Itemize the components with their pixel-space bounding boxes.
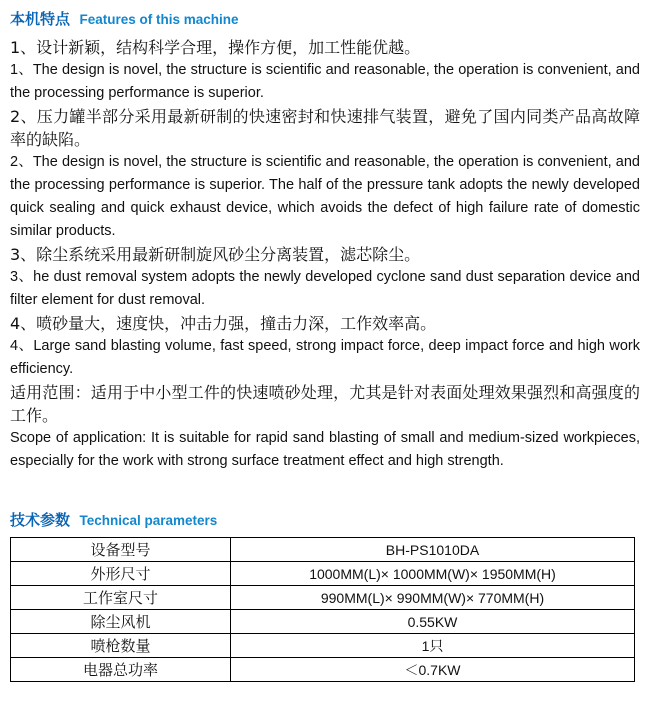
technical-parameters-heading-en: Technical parameters	[79, 513, 218, 528]
param-label-cell: 外形尺寸	[11, 562, 231, 586]
feature-paragraph-zh-2: 2、压力罐半部分采用最新研制的快速密封和快速排气装置，避免了国内同类产品高故障率的缺陷。	[10, 107, 640, 149]
param-value-cell: ＜0.7KW	[231, 658, 635, 682]
param-value-cell: 1只	[231, 634, 635, 658]
feature-paragraph-en-4: 4、Large sand blasting volume, fast speed, strong impact force, deep impact force and high work efficiency.	[10, 338, 640, 377]
feature-paragraph-en-3: 3、he dust removal system adopts the newly developed cyclone sand dust separation device and filter element for dust removal.	[10, 269, 640, 308]
param-label-cell: 设备型号	[11, 538, 231, 562]
param-label-cell: 喷枪数量	[11, 634, 231, 658]
table-row-total-power	[11, 658, 635, 682]
feature-paragraph-zh-1: 1、设计新颖，结构科学合理，操作方便，加工性能优越。	[10, 38, 421, 57]
table-row-gun-count	[11, 634, 635, 658]
technical-parameters-table	[10, 537, 635, 682]
features-section-heading	[10, 8, 640, 29]
param-value-cell: 990MM(L)× 990MM(W)× 770MM(H)	[231, 586, 635, 610]
scope-paragraph-zh: 适用范围：适用于中小型工件的快速喷砂处理，尤其是针对表面处理效果强烈和高强度的工作。	[10, 383, 640, 425]
scope-paragraph-en: Scope of application: It is suitable for rapid sand blasting of small and medium-sized workpieces, especially for the work with strong surface treatment effect and high strength.	[10, 430, 640, 469]
table-row-overall-size	[11, 562, 635, 586]
table-row-model	[11, 538, 635, 562]
param-label-cell: 除尘风机	[11, 610, 231, 634]
param-value-cell: 1000MM(L)× 1000MM(W)× 1950MM(H)	[231, 562, 635, 586]
param-value-cell: BH-PS1010DA	[231, 538, 635, 562]
technical-parameters-heading	[10, 509, 640, 530]
feature-paragraph-en-2: 2、The design is novel, the structure is scientific and reasonable, the operation is convenient, and the processing performance is superior. The half of the pressure tank adopts the newly developed quick sealing and quick exhaust device, which avoids the defect of high failure rate of domestic similar products.	[10, 154, 640, 239]
features-heading-en: Features of this machine	[79, 12, 239, 27]
technical-parameters-heading-zh: 技术参数	[10, 511, 71, 529]
param-label-cell: 工作室尺寸	[11, 586, 231, 610]
feature-paragraph-zh-3: 3、除尘系统采用最新研制旋风砂尘分离装置，滤芯除尘。	[10, 245, 421, 264]
feature-paragraph-en-1: 1、The design is novel, the structure is scientific and reasonable, the operation is convenient, and the processing performance is superior.	[10, 62, 640, 101]
feature-paragraph-zh-4: 4、喷砂量大，速度快，冲击力强，撞击力深，工作效率高。	[10, 314, 437, 333]
param-label-cell: 电器总功率	[11, 658, 231, 682]
features-heading-zh: 本机特点	[10, 10, 71, 28]
table-row-dust-fan	[11, 610, 635, 634]
param-value-cell: 0.55KW	[231, 610, 635, 634]
table-row-chamber-size	[11, 586, 635, 610]
